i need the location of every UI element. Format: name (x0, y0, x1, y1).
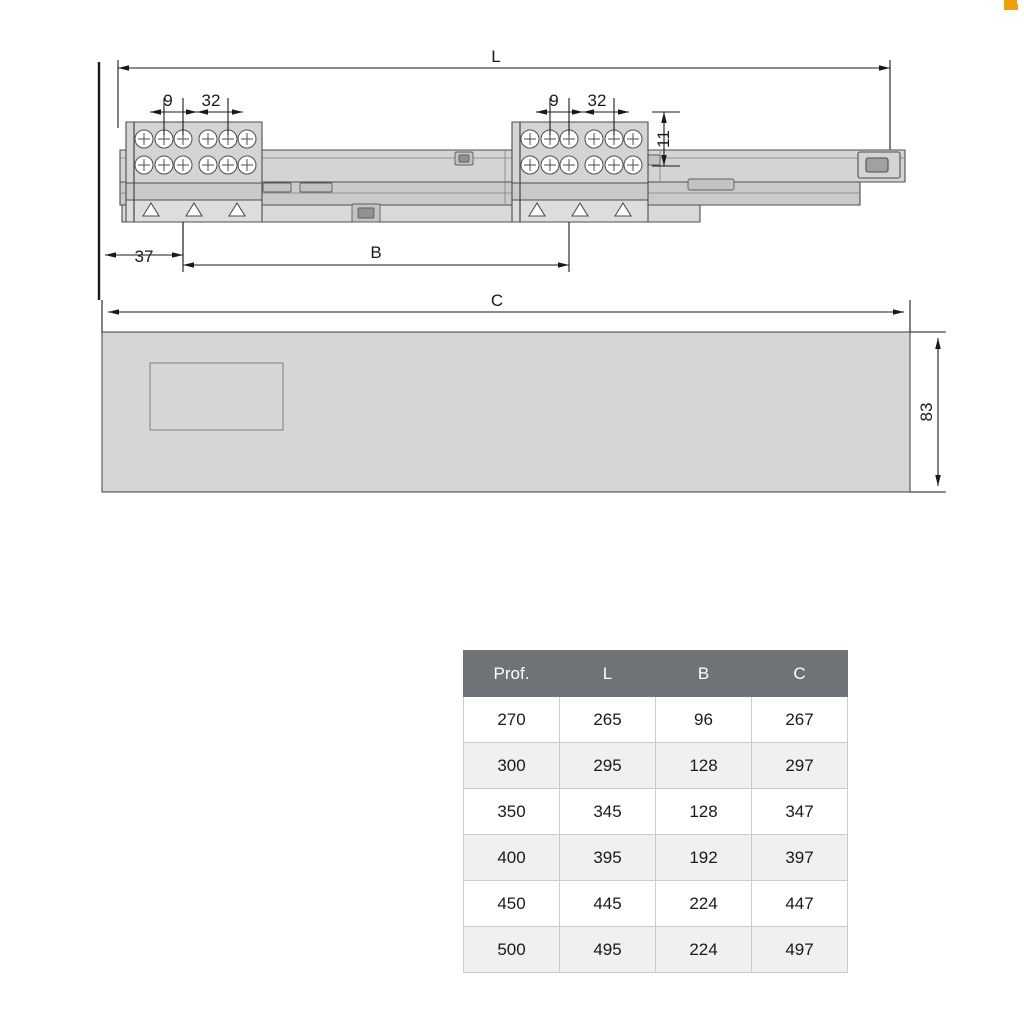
cell-b: 224 (656, 927, 752, 973)
table-row (464, 697, 848, 743)
table-row (464, 927, 848, 973)
dim-label-C: C (490, 291, 504, 310)
table-row (464, 789, 848, 835)
cell-b: 192 (656, 835, 752, 881)
dim-label-11: 11 (654, 130, 673, 148)
table-header-prof: Prof. (464, 651, 560, 697)
cell-b: 224 (656, 881, 752, 927)
cell-prof: 350 (464, 789, 560, 835)
cell-l: 265 (560, 697, 656, 743)
cell-c: 297 (752, 743, 848, 789)
cell-c: 447 (752, 881, 848, 927)
dim-label-37: 37 (134, 247, 154, 266)
cell-prof: 500 (464, 927, 560, 973)
cell-l: 495 (560, 927, 656, 973)
dim-label-right-9: 9 (549, 91, 559, 110)
dim-label-B: B (370, 243, 382, 262)
dim-label-left-9: 9 (163, 91, 173, 110)
dimension-table (463, 650, 848, 973)
table-row (464, 743, 848, 789)
table-header-l: L (560, 651, 656, 697)
cell-b: 96 (656, 697, 752, 743)
dim-label-right-32: 32 (587, 91, 607, 110)
cell-prof: 300 (464, 743, 560, 789)
cell-c: 347 (752, 789, 848, 835)
table-row (464, 835, 848, 881)
cell-l: 445 (560, 881, 656, 927)
cell-c: 267 (752, 697, 848, 743)
table-header-c: C (752, 651, 848, 697)
cell-prof: 450 (464, 881, 560, 927)
cell-b: 128 (656, 743, 752, 789)
dim-label-83: 83 (917, 402, 936, 422)
cell-l: 295 (560, 743, 656, 789)
table-header-b: B (656, 651, 752, 697)
table-header-row (464, 651, 848, 697)
table-row (464, 881, 848, 927)
cell-c: 497 (752, 927, 848, 973)
cell-prof: 270 (464, 697, 560, 743)
cell-prof: 400 (464, 835, 560, 881)
cell-l: 395 (560, 835, 656, 881)
cell-b: 128 (656, 789, 752, 835)
dim-label-left-32: 32 (201, 91, 221, 110)
dim-label-L: L (491, 47, 501, 66)
cell-c: 397 (752, 835, 848, 881)
cell-l: 345 (560, 789, 656, 835)
